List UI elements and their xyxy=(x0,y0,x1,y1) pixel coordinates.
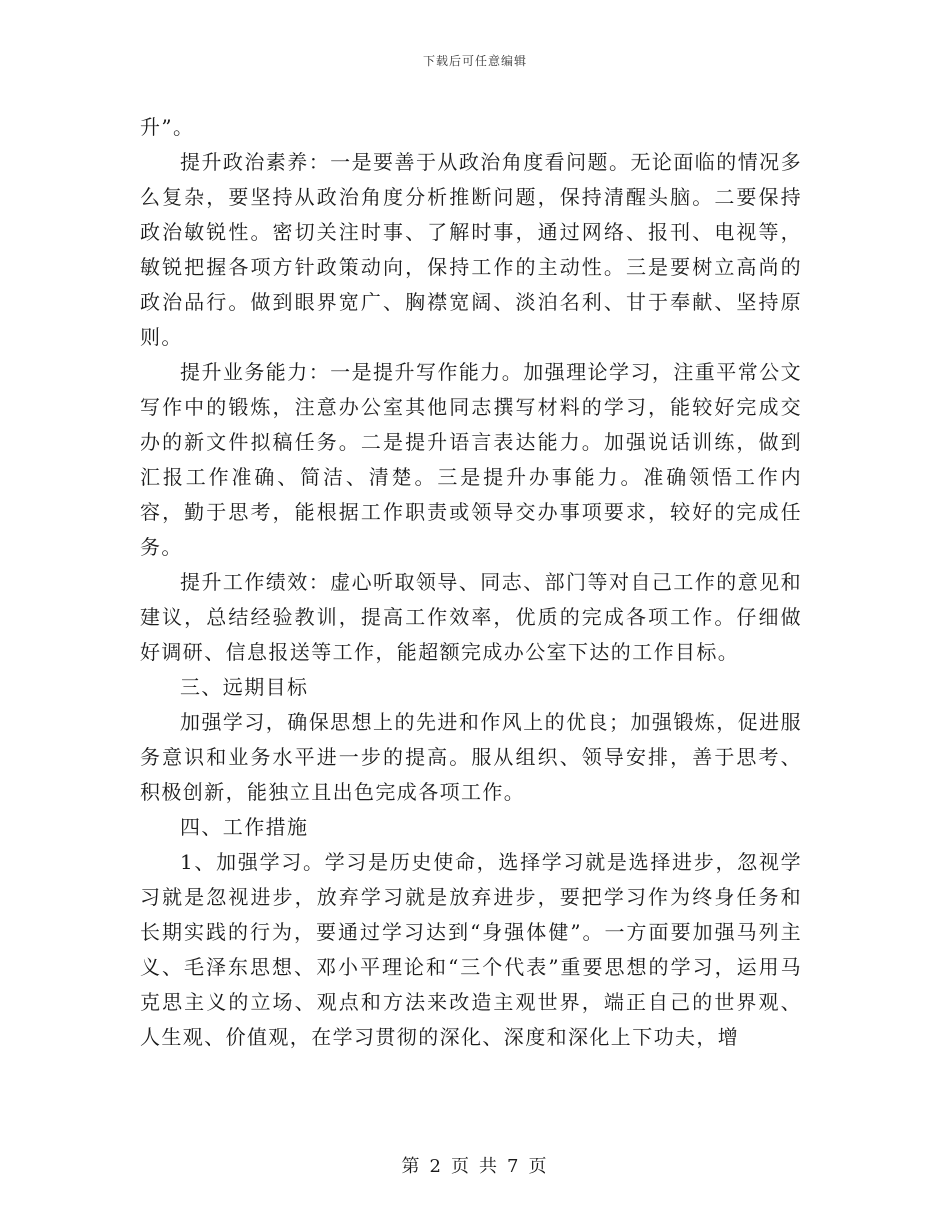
footer-mid1: 页 xyxy=(451,1156,471,1177)
paragraph-strengthen-learning: 1、加强学习。学习是历史使命，选择学习就是选择进步，忽视学习就是忽视进步，放弃学习就是放弃进步，要把学习作为终身任务和长期实践的行为，要通过学习达到“身强体健”。一方面要加强马列主义、毛泽东思想、邓小平理论和“三个代表”重要思想的学习，运用马克思主义的立场、观点和方法来改造主观世界，端正自己的世界观、人生观、价值观，在学习贯彻的深化、深度和深化上下功夫，增 xyxy=(140,850,802,1049)
footer-mid2: 共 xyxy=(479,1156,499,1177)
paragraph-continuation: 升”。 xyxy=(140,115,195,139)
total-page-number: 7 xyxy=(507,1156,521,1177)
page-header xyxy=(0,52,950,69)
paragraph-work-performance: 提升工作绩效：虚心听取领导、同志、部门等对自己工作的意见和建议，总结经验教训，提高工作效率，优质的完成各项工作。仔细做好调研、信息报送等工作，能超额完成办公室下达的工作目标。 xyxy=(140,570,802,664)
current-page-number: 2 xyxy=(429,1156,443,1177)
paragraph-business-ability: 提升业务能力：一是提升写作能力。加强理论学习，注重平常公文写作中的锻炼，注意办公室其他同志撰写材料的学习，能较好完成交办的新文件拟稿任务。二是提升语言表达能力。加强说话训练，做到汇报工作准确、简洁、清楚。三是提升办事能力。准确领悟工作内容，勤于思考，能根据工作职责或领导交办事项要求，较好的完成任务。 xyxy=(140,360,802,559)
footer-suffix: 页 xyxy=(528,1156,549,1177)
header-text: 下载后可任意编辑 xyxy=(422,54,527,68)
page-footer xyxy=(0,1152,950,1178)
section-heading-work-measures: 四、工作措施 xyxy=(180,815,309,839)
paragraph-political-literacy: 提升政治素养：一是要善于从政治角度看问题。无论面临的情况多么复杂，要坚持从政治角度分析推断问题，保持清醒头脑。二要保持政治敏锐性。密切关注时事、了解时事，通过网络、报刊、电视等，敏锐把握各项方针政策动向，保持工作的主动性。三是要树立高尚的政治品行。做到眼界宽广、胸襟宽阔、淡泊名利、甘于奉献、坚持原则。 xyxy=(140,150,802,349)
footer-prefix: 第 xyxy=(401,1156,422,1177)
paragraph-long-term-goals: 加强学习，确保思想上的先进和作风上的优良；加强锻炼，促进服务意识和业务水平进一步的提高。服从组织、领导安排，善于思考、积极创新，能独立且出色完成各项工作。 xyxy=(140,710,802,804)
document-body xyxy=(140,110,802,1055)
section-heading-long-term-goals: 三、远期目标 xyxy=(180,675,309,699)
